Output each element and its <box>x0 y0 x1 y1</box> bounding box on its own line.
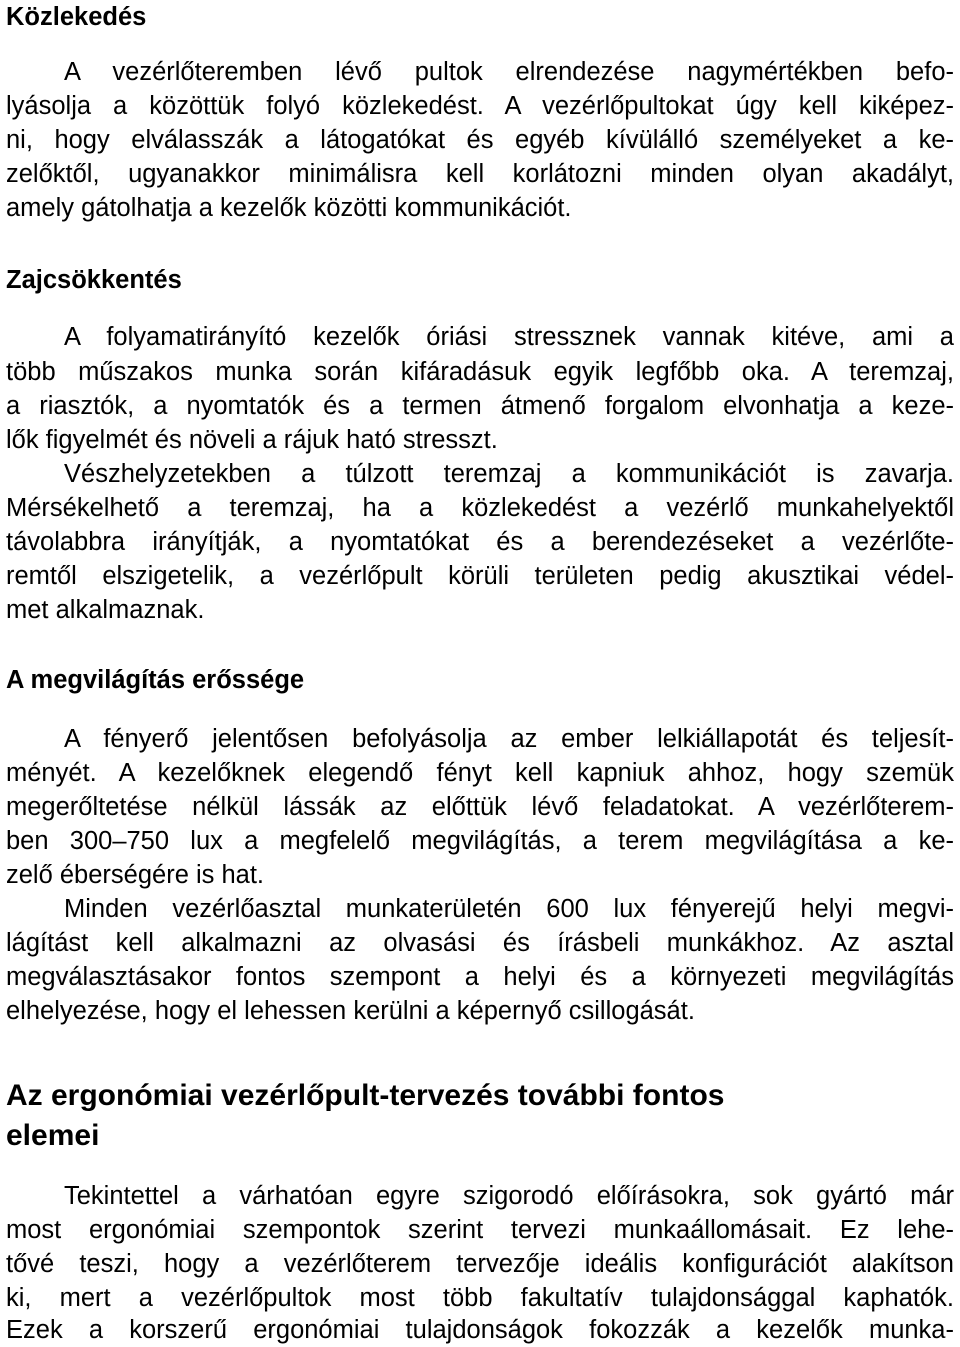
paragraph-line: A folyamatirányító kezelők óriási stressznek vannak kitéve, ami a <box>64 323 954 351</box>
paragraph-line: távolabbra irányítják, a nyomtatókat és a berendezéseket a vezérlőte- <box>6 528 954 556</box>
paragraph-line: megválasztásakor fontos szempont a helyi és a környezeti megvilágítás <box>6 963 954 991</box>
paragraph-line: több műszakos munka során kifáradásuk egyik legfőbb oka. A teremzaj, <box>6 358 954 386</box>
section-heading-ergonomia-line-1: Az ergonómiai vezérlőpult-tervezés további fontos <box>6 1079 725 1112</box>
paragraph-line: A fényerő jelentősen befolyásolja az ember lelkiállapotát és teljesít- <box>64 725 954 753</box>
paragraph-line: zelő éberségére is hat. <box>6 861 264 889</box>
paragraph-line: lágítást kell alkalmazni az olvasási és írásbeli munkákhoz. Az asztal <box>6 929 954 957</box>
section-heading-megvilagitas: A megvilágítás erőssége <box>6 666 305 694</box>
paragraph-line: Minden vezérlőasztal munkaterületén 600 lux fényerejű helyi megvi- <box>64 895 954 923</box>
paragraph-line: Vészhelyzetekben a túlzott teremzaj a kommunikációt is zavarja. <box>64 460 954 488</box>
paragraph-line: lyásolja a közöttük folyó közlekedést. A vezérlőpultokat úgy kell kiképez- <box>6 92 954 120</box>
paragraph-line: ben 300–750 lux a megfelelő megvilágítás, a terem megvilágítása a ke- <box>6 827 954 855</box>
paragraph-line: met alkalmaznak. <box>6 596 205 624</box>
paragraph-line: remtől elszigetelik, a vezérlőpult körüli területen pedig akusztikai védel- <box>6 562 954 590</box>
paragraph-line: zelőktől, ugyanakkor minimálisra kell korlátozni minden olyan akadályt, <box>6 160 954 188</box>
section-heading-kozlekedes: Közlekedés <box>6 3 147 31</box>
paragraph-line: amely gátolhatja a kezelők közötti kommunikációt. <box>6 194 572 222</box>
paragraph-line: most ergonómiai szempontok szerint tervezi munkaállomásait. Ez lehe- <box>6 1216 954 1244</box>
section-heading-ergonomia-line-2: elemei <box>6 1119 100 1152</box>
paragraph-line: tővé teszi, hogy a vezérlőterem tervezője ideális konfigurációt alakítson <box>6 1250 954 1278</box>
paragraph-line: elhelyezése, hogy el lehessen kerülni a képernyő csillogását. <box>6 997 695 1025</box>
paragraph-line: A vezérlőteremben lévő pultok elrendezése nagymértékben befo- <box>64 58 954 86</box>
paragraph-line: megerőltetése nélkül lássák az előttük lévő feladatokat. A vezérlőterem- <box>6 793 954 821</box>
paragraph-line: ni, hogy elválasszák a látogatókat és egyéb kívülálló személyeket a ke- <box>6 126 954 154</box>
paragraph-line: Tekintettel a várhatóan egyre szigorodó előírásokra, sok gyártó már <box>64 1182 954 1210</box>
paragraph-line: lők figyelmét és növeli a rájuk ható stresszt. <box>6 426 498 454</box>
paragraph-line: Mérsékelhető a teremzaj, ha a közlekedést a vezérlő munkahelyektől <box>6 494 954 522</box>
paragraph-line: Ezek a korszerű ergonómiai tulajdonságok fokozzák a kezelők munka- <box>6 1316 954 1344</box>
paragraph-line: a riasztók, a nyomtatók és a termen átmenő forgalom elvonhatja a keze- <box>6 392 954 420</box>
paragraph-line: ményét. A kezelőknek elegendő fényt kell kapniuk ahhoz, hogy szemük <box>6 759 954 787</box>
section-heading-zajcsokkentes: Zajcsökkentés <box>6 266 182 294</box>
paragraph-line: ki, mert a vezérlőpultok most több fakultatív tulajdonsággal kaphatók. <box>6 1284 954 1312</box>
